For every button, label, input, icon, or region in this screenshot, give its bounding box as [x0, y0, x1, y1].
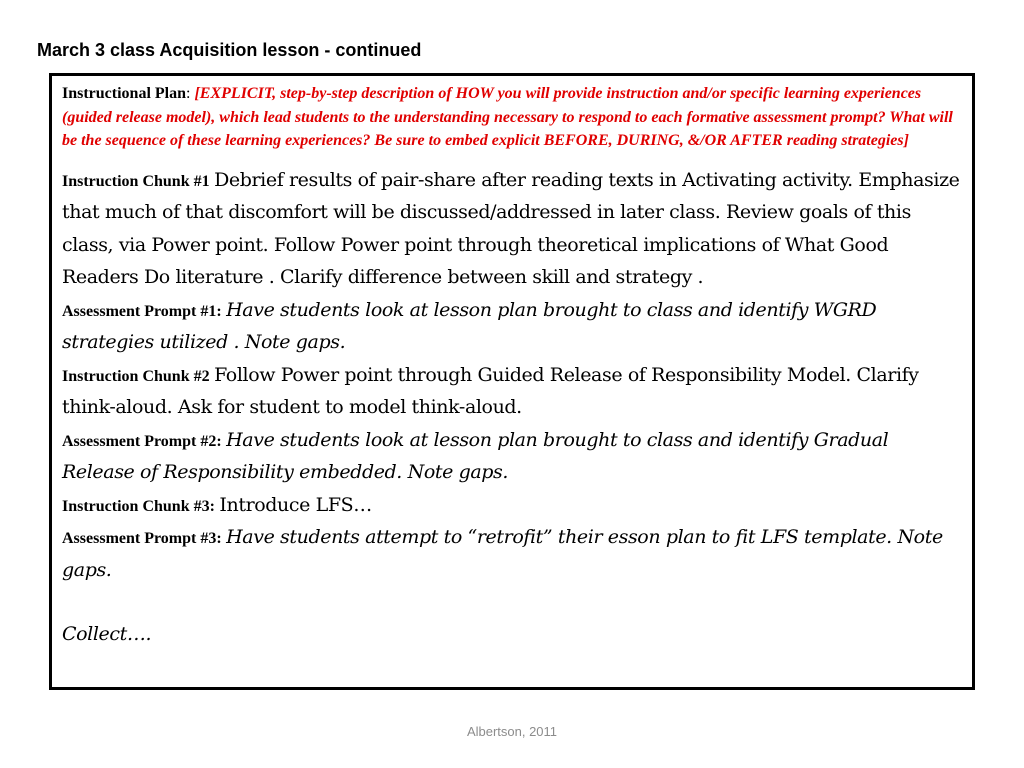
- instructional-plan-label: Instructional Plan: [62, 85, 187, 102]
- instructional-plan-separator: :: [186, 85, 195, 102]
- instruction-chunk-3-text: Introduce LFS…: [219, 493, 372, 516]
- assessment-prompt-1-label: Assessment Prompt #1:: [62, 302, 222, 320]
- instruction-chunk-3-label: Instruction Chunk #3:: [62, 497, 215, 515]
- assessment-prompt-3-text: Have students attempt to “retrofit” their esson plan to fit LFS template. Note gaps.: [62, 526, 943, 581]
- collect-note: [62, 619, 962, 651]
- assessment-prompt-3-label: Assessment Prompt #3:: [62, 530, 222, 547]
- collect-text: Collect….: [62, 623, 152, 645]
- instruction-chunk-1-label: Instruction Chunk #1: [62, 172, 210, 190]
- instruction-chunk-3: [62, 490, 962, 523]
- assessment-prompt-2-label: Assessment Prompt #2:: [62, 432, 222, 450]
- assessment-prompt-2-text: Have students look at lesson plan brought to class and identify Gradual Release of Responsibility embedded. Note gaps.: [62, 428, 889, 483]
- assessment-prompt-3: [62, 522, 962, 587]
- slide-title: March 3 class Acquisition lesson - continued: [37, 40, 422, 60]
- instruction-chunk-2: [62, 360, 962, 425]
- assessment-prompt-2: [62, 425, 962, 490]
- assessment-prompt-1: [62, 295, 962, 360]
- footer-credit: Albertson, 2011: [466, 724, 558, 739]
- instruction-chunk-1: [62, 165, 962, 295]
- instructional-plan-description: [EXPLICIT, step-by-step description of HOW you will provide instruction and/or specific learning experiences (guided release model), which lead students to the understanding necessary to respond to each formative assessment prompt? What will be the sequence of these learning experiences? Be sure to embed explicit BEFORE, DURING, &/OR AFTER reading strategies]: [62, 85, 953, 149]
- lesson-plan-content: [52, 76, 972, 651]
- instruction-chunk-1-text: Debrief results of pair-share after reading texts in Activating activity. Emphasize that much of that discomfort will be discussed/addressed in later class. Review goals of this class, via Power point. Follow Power point through theoretical implications of What Good Readers Do literature . Clarify difference between skill and strategy .: [62, 168, 960, 288]
- instructional-plan-paragraph: [62, 82, 962, 153]
- lesson-plan-box: [49, 73, 975, 690]
- assessment-prompt-1-text: Have students look at lesson plan brought to class and identify WGRD strategies utilized . Note gaps.: [62, 298, 877, 353]
- instruction-chunk-2-text: Follow Power point through Guided Release of Responsibility Model. Clarify think-aloud. Ask for student to model think-aloud.: [62, 363, 919, 418]
- instruction-chunk-2-label: Instruction Chunk #2: [62, 367, 210, 385]
